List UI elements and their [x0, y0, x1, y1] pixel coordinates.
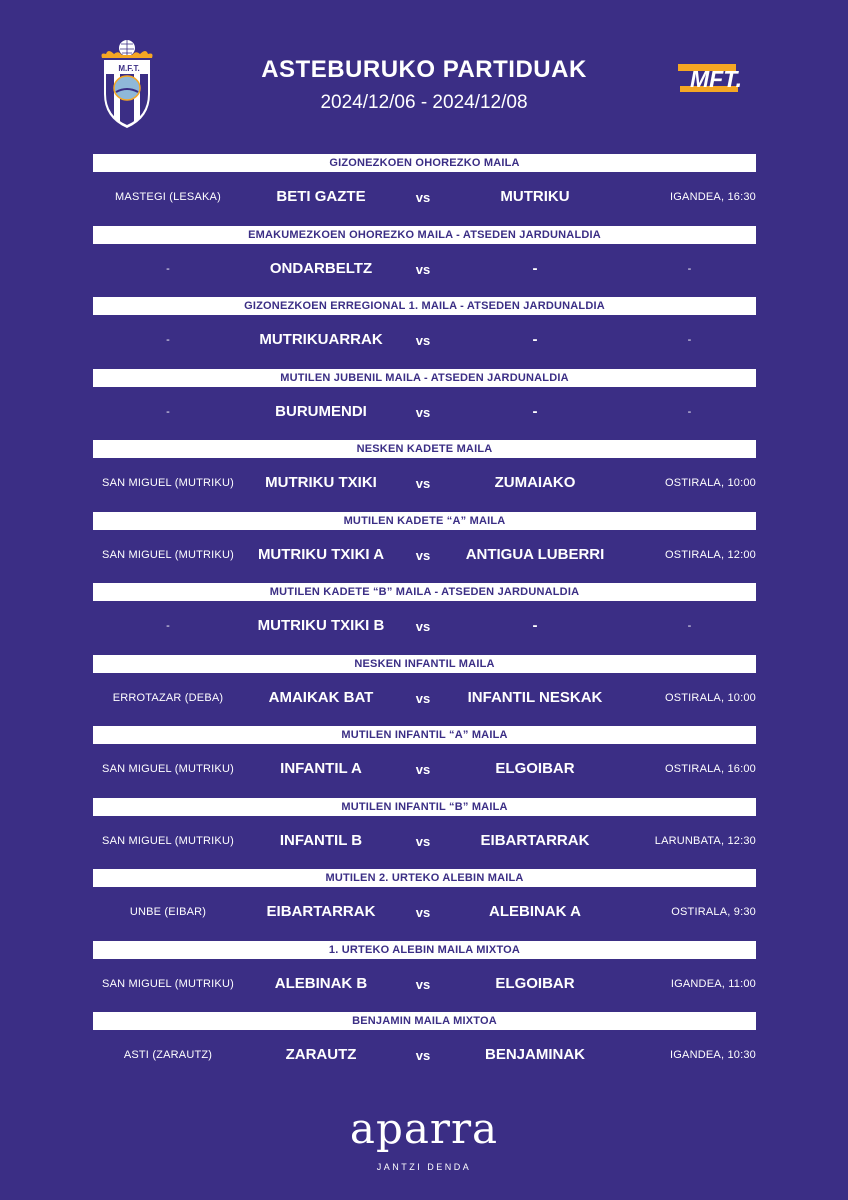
date-range: 2024/12/06 - 2024/12/08: [320, 92, 528, 113]
away-team: -: [532, 617, 538, 634]
match-time: -: [687, 405, 692, 418]
home-team: MUTRIKUARRAK: [259, 331, 383, 348]
category-label: NESKEN INFANTIL MAILA: [93, 655, 756, 673]
match-section: [93, 869, 756, 941]
category-label: MUTILEN KADETE “A” MAILA: [93, 512, 756, 530]
home-team: ZARAUTZ: [285, 1046, 357, 1063]
match-row: [93, 473, 756, 495]
match-section: [93, 583, 756, 655]
sponsor-tagline: JANTZI DENDA: [376, 1162, 472, 1172]
home-team: BETI GAZTE: [276, 188, 366, 205]
match-venue: ASTI (ZARAUTZ): [123, 1049, 213, 1061]
away-team: BENJAMINAK: [484, 1046, 585, 1063]
category-label: MUTILEN KADETE “B” MAILA - ATSEDEN JARDUNALDIA: [93, 583, 756, 601]
svg-text:MFT.: MFT.: [690, 66, 742, 92]
home-team: INFANTIL B: [279, 831, 363, 849]
home-team: AMAIKAK BAT: [268, 688, 374, 706]
match-section: [93, 226, 756, 298]
match-venue: SAN MIGUEL (MUTRIKU): [102, 834, 234, 847]
match-time: IGANDEA, 10:30: [670, 1049, 756, 1061]
header: [0, 0, 848, 150]
home-team: BURUMENDI: [275, 402, 367, 420]
match-venue: SAN MIGUEL (MUTRIKU): [102, 477, 234, 489]
club-crest-logo: [98, 38, 156, 130]
match-row: [93, 259, 756, 281]
away-team: ANTIGUA LUBERRI: [465, 545, 605, 563]
match-section: [93, 798, 756, 870]
vs-label: vs: [415, 190, 431, 205]
match-venue: -: [166, 405, 170, 418]
away-team: -: [532, 331, 538, 348]
vs-label: vs: [415, 476, 431, 491]
match-time: OSTIRALA, 10:00: [664, 691, 756, 704]
match-section: [93, 297, 756, 369]
category-label: 1. URTEKO ALEBIN MAILA MIXTOA: [93, 941, 756, 959]
vs-label: vs: [415, 762, 431, 777]
home-team: ALEBINAK B: [274, 974, 368, 992]
match-venue: UNBE (EIBAR): [129, 906, 207, 918]
match-time: OSTIRALA, 12:00: [664, 548, 756, 561]
match-row: [93, 545, 756, 567]
match-row: [93, 402, 756, 424]
away-team: ELGOIBAR: [495, 760, 575, 777]
category-label: EMAKUMEZKOEN OHOREZKO MAILA - ATSEDEN JARDUNALDIA: [93, 226, 756, 244]
category-label: MUTILEN 2. URTEKO ALEBIN MAILA: [93, 869, 756, 887]
home-team: MUTRIKU TXIKI B: [257, 617, 385, 634]
vs-label: vs: [415, 833, 431, 849]
away-team: ELGOIBAR: [495, 974, 575, 992]
match-row: [93, 902, 756, 924]
page-title: ASTEBURUKO PARTIDUAK: [261, 56, 587, 83]
svg-text:M.F.T.: M.F.T.: [118, 64, 140, 73]
match-venue: ERROTAZAR (DEBA): [112, 691, 224, 704]
home-team: ONDARBELTZ: [269, 259, 373, 277]
vs-label: vs: [415, 976, 431, 992]
match-row: [93, 616, 756, 638]
away-team: EIBARTARRAK: [480, 831, 590, 849]
away-team: ZUMAIAKO: [494, 474, 576, 491]
match-row: [93, 974, 756, 996]
vs-label: vs: [415, 619, 431, 634]
away-team: MUTRIKU: [500, 188, 570, 205]
match-time: IGANDEA, 11:00: [670, 977, 756, 990]
match-time: OSTIRALA, 9:30: [671, 906, 756, 918]
match-section: [93, 1012, 756, 1084]
category-label: GIZONEZKOEN OHOREZKO MAILA: [93, 154, 756, 172]
match-row: [93, 759, 756, 781]
category-label: MUTILEN JUBENIL MAILA - ATSEDEN JARDUNALDIA: [93, 369, 756, 387]
match-time: -: [687, 262, 692, 275]
match-time: IGANDEA, 16:30: [670, 191, 756, 203]
match-time: -: [687, 334, 692, 346]
match-section: [93, 726, 756, 798]
vs-label: vs: [415, 404, 431, 420]
match-venue: SAN MIGUEL (MUTRIKU): [102, 548, 234, 561]
vs-label: vs: [415, 1048, 431, 1063]
match-time: OSTIRALA, 10:00: [664, 477, 756, 489]
match-venue: -: [166, 334, 170, 346]
match-row: [93, 831, 756, 853]
home-team: INFANTIL A: [280, 760, 362, 777]
match-section: [93, 369, 756, 441]
away-team: -: [532, 402, 538, 420]
category-label: BENJAMIN MAILA MIXTOA: [93, 1012, 756, 1030]
match-row: [93, 187, 756, 209]
match-section: [93, 655, 756, 727]
mft-brand-logo: [676, 62, 756, 94]
match-schedule: [93, 154, 756, 1084]
match-venue: SAN MIGUEL (MUTRIKU): [102, 763, 234, 775]
vs-label: vs: [415, 547, 431, 563]
match-venue: MASTEGI (LESAKA): [115, 191, 221, 203]
category-label: MUTILEN INFANTIL “B” MAILA: [93, 798, 756, 816]
match-row: [93, 688, 756, 710]
match-venue: SAN MIGUEL (MUTRIKU): [102, 977, 234, 990]
match-section: [93, 440, 756, 512]
category-label: GIZONEZKOEN ERREGIONAL 1. MAILA - ATSEDEN JARDUNALDIA: [93, 297, 756, 315]
match-row: [93, 330, 756, 352]
match-venue: -: [166, 620, 170, 632]
category-label: MUTILEN INFANTIL “A” MAILA: [93, 726, 756, 744]
match-time: -: [687, 620, 692, 632]
away-team: -: [532, 259, 538, 277]
vs-label: vs: [415, 333, 431, 348]
match-time: LARUNBATA, 12:30: [654, 834, 756, 847]
sponsor-logo: aparra: [349, 1104, 499, 1153]
match-time: OSTIRALA, 16:00: [664, 763, 756, 775]
away-team: INFANTIL NESKAK: [467, 688, 603, 706]
away-team: ALEBINAK A: [489, 903, 581, 920]
home-team: MUTRIKU TXIKI A: [257, 545, 385, 563]
match-section: [93, 941, 756, 1013]
vs-label: vs: [415, 905, 431, 920]
match-venue: -: [166, 262, 170, 275]
vs-label: vs: [415, 261, 431, 277]
match-section: [93, 154, 756, 226]
home-team: MUTRIKU TXIKI: [265, 474, 377, 491]
category-label: NESKEN KADETE MAILA: [93, 440, 756, 458]
home-team: EIBARTARRAK: [266, 903, 376, 920]
vs-label: vs: [415, 690, 431, 706]
match-section: [93, 512, 756, 584]
match-row: [93, 1045, 756, 1067]
